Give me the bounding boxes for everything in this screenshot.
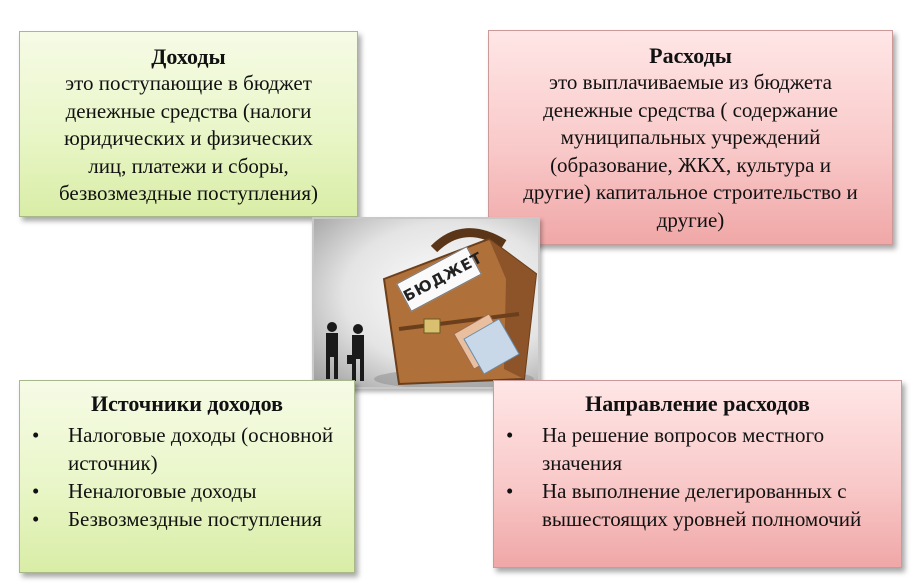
- expense-line: (образование, ЖКХ, культура и: [550, 152, 831, 177]
- list-item: • Неналоговые доходы: [20, 477, 354, 505]
- income-description: [20, 70, 357, 208]
- expense-direction-card: [493, 380, 902, 568]
- briefcase-label: БЮДЖЕТ: [396, 246, 482, 312]
- income-card: [19, 31, 358, 217]
- income-line: безвозмездные поступления): [58, 181, 319, 205]
- direction-list: [494, 421, 901, 533]
- income-line: лиц, платежи и сборы,: [88, 153, 289, 178]
- list-item: • Налоговые доходы (основной источник): [20, 421, 354, 477]
- list-item: • Безвозмездные поступления: [20, 505, 354, 533]
- income-title: Доходы: [151, 44, 226, 69]
- expense-card: [488, 30, 893, 245]
- income-sources-card: [19, 380, 355, 573]
- expense-line: другие) капитальное строительство и: [523, 180, 858, 204]
- sources-list: [20, 421, 354, 533]
- expense-line: это выплачиваемые из бюджета: [548, 70, 833, 94]
- expense-line: денежные средства ( содержание: [543, 97, 838, 122]
- expense-line: муниципальных учреждений: [560, 125, 821, 149]
- list-item: • На решение вопросов местного значения: [494, 421, 901, 477]
- sources-title: Источники доходов: [90, 391, 283, 416]
- budget-briefcase-image: [312, 217, 540, 389]
- list-item: • На выполнение делегированных с вышестоящих уровней полномочий: [494, 477, 901, 533]
- income-line: денежные средства (налоги: [65, 98, 312, 123]
- expense-description: [489, 69, 892, 234]
- expense-title: Расходы: [649, 43, 732, 68]
- briefcase-illustration: [314, 219, 540, 389]
- expense-line: другие): [656, 207, 725, 232]
- income-line: юридических и физических: [64, 126, 313, 150]
- direction-title: Направление расходов: [585, 391, 810, 416]
- income-line: это поступающие в бюджет: [65, 71, 312, 95]
